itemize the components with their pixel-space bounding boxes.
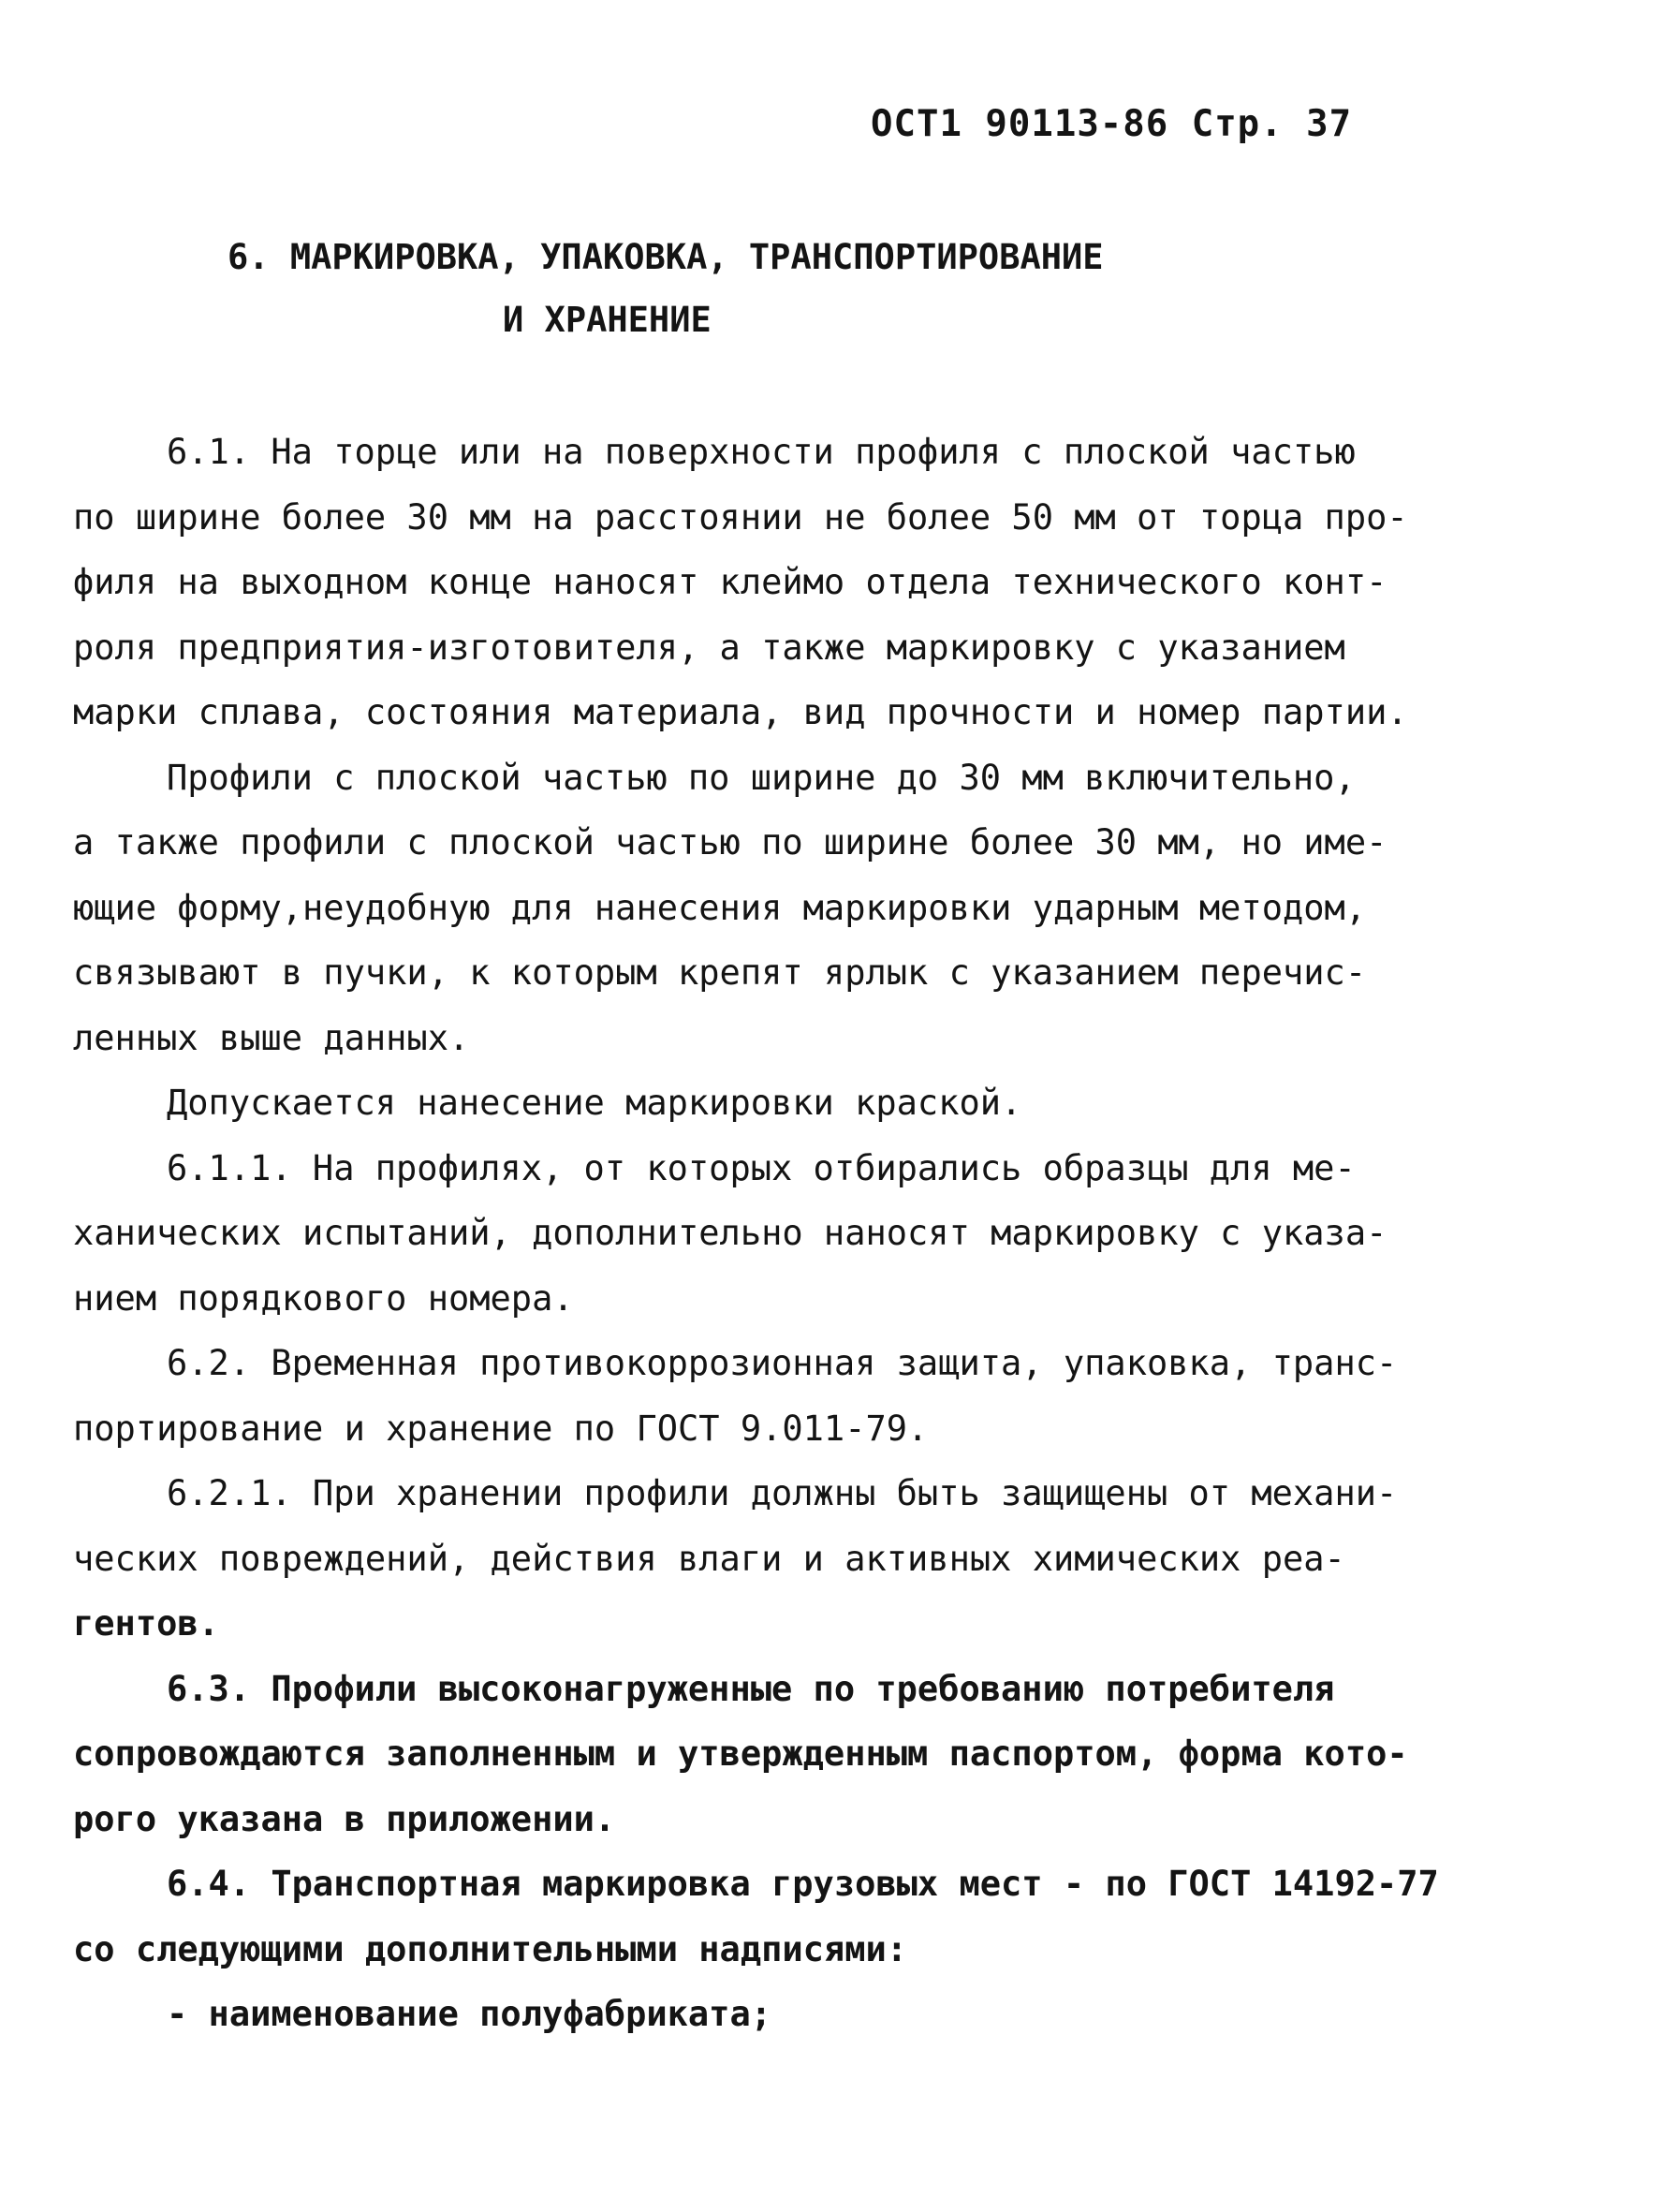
paragraph-6-1-1-line: ханических испытаний, дополнительно наносят маркировку с указа-: [73, 1213, 1387, 1253]
paragraph-6-3-line: сопровождаются заполненным и утвержденным паспортом, форма кото-: [73, 1733, 1408, 1774]
body-text: [73, 420, 1439, 2047]
list-item: - наименование полуфабриката;: [167, 1994, 772, 2034]
paragraph-6-3-line: рого указана в приложении.: [73, 1798, 616, 1839]
page-header: ОСТ1 90113-86 Стр. 37: [871, 103, 1353, 145]
paragraph-6-2-line: портирование и хранение по ГОСТ 9.011-79.: [73, 1408, 929, 1449]
paragraph-6-1-line: роля предприятия-изготовителя, а также маркировку с указанием: [73, 627, 1345, 668]
paragraph-flat-profiles-line: ленных выше данных.: [73, 1017, 470, 1058]
paragraph-6-1-1-line: нием порядкового номера.: [73, 1277, 574, 1319]
paragraph-6-2-1-line: 6.2.1. При хранении профили должны быть защищены от механи-: [167, 1473, 1398, 1513]
paragraph-6-2-1-line: гентов.: [73, 1603, 219, 1644]
paragraph-flat-profiles-line: Профили с плоской частью по ширине до 30 мм включительно,: [167, 757, 1356, 798]
paragraph-6-1-1-line: 6.1.1. На профилях, от которых отбирались образцы для ме-: [167, 1147, 1356, 1188]
paragraph-6-3-line: 6.3. Профили высоконагруженные по требованию потребителя: [167, 1668, 1335, 1709]
paragraph-6-4-line: 6.4. Транспортная маркировка грузовых мест - по ГОСТ 14192-77: [167, 1864, 1439, 1904]
paragraph-6-1-line: 6.1. На торце или на поверхности профиля с плоской частью: [167, 432, 1356, 472]
section-title-line-2: И ХРАНЕНИЕ: [503, 300, 712, 340]
paragraph-6-2-line: 6.2. Временная противокоррозионная защита, упаковка, транс-: [167, 1343, 1398, 1383]
paragraph-6-1-line: по ширине более 30 мм на расстоянии не более 50 мм от торца про-: [73, 496, 1408, 538]
paragraph-6-1-line: филя на выходном конце наносят клеймо отдела технического конт-: [73, 562, 1387, 602]
paragraph-6-2-1-line: ческих повреждений, действия влаги и активных химических реа-: [73, 1538, 1345, 1579]
paragraph-6-1-line: марки сплава, состояния материала, вид прочности и номер партии.: [73, 692, 1408, 732]
paragraph-flat-profiles-line: связывают в пучки, к которым крепят ярлык с указанием перечис-: [73, 952, 1367, 993]
paragraph-flat-profiles-line: а также профили с плоской частью по ширине более 30 мм, но име-: [73, 822, 1387, 863]
section-title-line-1: 6. МАРКИРОВКА, УПАКОВКА, ТРАНСПОРТИРОВАНИЕ: [228, 237, 1104, 277]
paragraph-6-4-line: со следующими дополнительными надписями:: [73, 1928, 908, 1969]
paragraph-flat-profiles-line: ющие форму,неудобную для нанесения маркировки ударным методом,: [73, 887, 1367, 928]
paragraph-paint-marking: Допускается нанесение маркировки краской.: [167, 1083, 1022, 1123]
